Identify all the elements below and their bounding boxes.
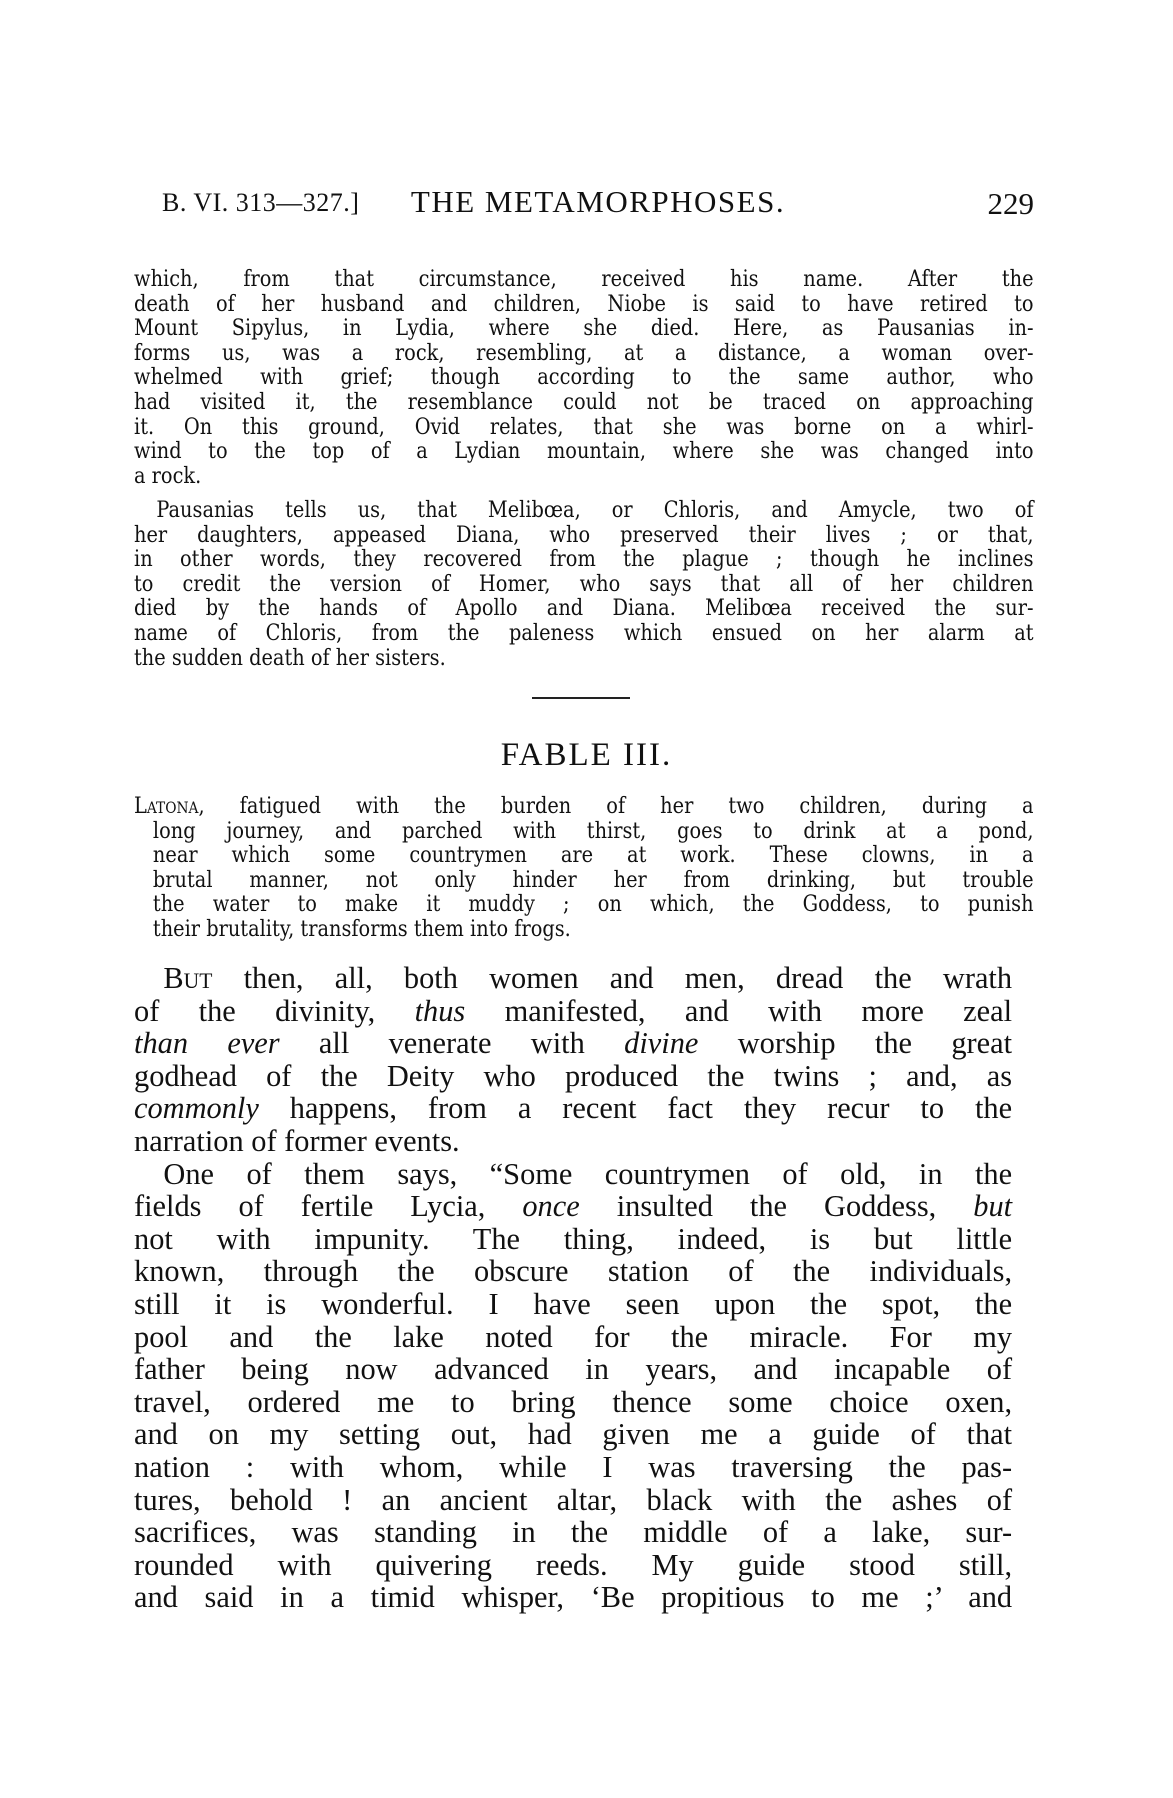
- text-line: had visited it, the resemblance could not be traced on approaching: [134, 388, 1034, 415]
- text-line: not with impunity. The thing, indeed, is but little: [134, 1220, 1013, 1256]
- text-line: name of Chloris, from the paleness which ensued on her alarm at: [134, 619, 1034, 646]
- italic-word: commonly: [134, 1090, 259, 1126]
- text-fragment: then, all, both women and men, dread the wrath: [212, 960, 1013, 995]
- commentary-paragraph-2: [134, 498, 1034, 670]
- text-fragment: all venerate with: [279, 1025, 625, 1061]
- italic-word: but: [973, 1188, 1013, 1224]
- text-line: [134, 1027, 1012, 1060]
- text-line: tures, behold ! an ancient altar, black with the ashes of: [134, 1481, 1013, 1517]
- text-line: and said in a timid whisper, ‘Be propitious to me ;’ and: [134, 1579, 1013, 1615]
- text-line: godhead of the Deity who produced the twins ; and, as: [134, 1057, 1013, 1093]
- text-line: died by the hands of Apollo and Diana. Melibœa received the sur-: [134, 595, 1034, 622]
- text-line: it. On this ground, Ovid relates, that she was borne on a whirl-: [134, 413, 1034, 440]
- poem-translation-text: [134, 962, 1163, 1614]
- text-line: One of them says, “Some countrymen of old, in the: [163, 1155, 1013, 1191]
- text-line: the sudden death of her sisters.: [134, 644, 446, 671]
- text-line: wind to the top of a Lydian mountain, where she was changed into: [134, 438, 1034, 465]
- text-line: forms us, was a rock, resembling, at a distance, a woman over-: [134, 339, 1034, 366]
- text-fragment: fields of fertile Lycia,: [134, 1188, 523, 1224]
- argument-first-word: Latona,: [134, 793, 205, 819]
- text-fragment: insulted the Goddess,: [579, 1188, 974, 1224]
- text-fragment: worship the great: [698, 1025, 1013, 1061]
- text-line: their brutality, transforms them into frogs.: [152, 915, 571, 942]
- italic-word: once: [522, 1188, 580, 1224]
- fable-argument: [134, 794, 1034, 942]
- text-line: [134, 1092, 1012, 1125]
- text-line: Pausanias tells us, that Melibœa, or Chloris, and Amycle, two of: [156, 497, 1034, 523]
- text-line: long journey, and parched with thirst, goes to drink at a pond,: [152, 817, 1034, 844]
- text-line: a rock.: [134, 462, 202, 489]
- text-fragment: manifested, and with more zeal: [465, 992, 1013, 1028]
- text-line: Mount Sipylus, in Lydia, where she died. Here, as Pausanias in-: [134, 315, 1034, 342]
- text-line: the water to make it muddy ; on which, the Goddess, to punish: [152, 891, 1034, 918]
- running-head: [162, 180, 1034, 224]
- text-line: brutal manner, not only hinder her from drinking, but trouble: [152, 866, 1034, 893]
- text-line: [134, 1190, 1012, 1223]
- text-fragment: happens, from a recent fact they recur to the: [258, 1090, 1013, 1126]
- text-line: rounded with quivering reeds. My guide stood still,: [134, 1546, 1013, 1582]
- text-line: [134, 962, 1012, 995]
- running-title: THE METAMORPHOSES.: [410, 184, 786, 219]
- text-line: and on my setting out, had given me a guide of that: [134, 1416, 1013, 1452]
- text-line: narration of former events.: [134, 1122, 460, 1158]
- section-divider: [532, 697, 630, 699]
- text-line: pool and the lake noted for the miracle. For my: [134, 1318, 1013, 1354]
- text-line: travel, ordered me to bring thence some choice oxen,: [134, 1383, 1013, 1419]
- text-line: whelmed with grief; though according to the same author, who: [134, 364, 1034, 391]
- text-line: her daughters, appeased Diana, who preserved their lives ; or that,: [134, 521, 1034, 548]
- text-line: sacrifices, was standing in the middle of a lake, sur-: [134, 1514, 1013, 1550]
- text-line: which, from that circumstance, received his name. After the: [134, 266, 1034, 292]
- text-line: [134, 992, 1013, 1028]
- text-line: father being now advanced in years, and incapable of: [134, 1351, 1013, 1387]
- text-line: to credit the version of Homer, who says that all of her children: [134, 570, 1034, 597]
- text-fragment: fatigued with the burden of her two children, during a: [204, 793, 1034, 819]
- text-line: in other words, they recovered from the plague ; though he inclines: [134, 546, 1034, 573]
- text-line: known, through the obscure station of the individuals,: [134, 1253, 1013, 1289]
- text-line: nation : with whom, while I was traversing the pas-: [134, 1448, 1013, 1484]
- text-line: still it is wonderful. I have seen upon the spot, the: [134, 1285, 1013, 1321]
- commentary-paragraph-1: [134, 267, 1034, 488]
- book-line-reference: B. VI. 313—327.]: [162, 188, 360, 217]
- fable-heading: FABLE III.: [500, 737, 673, 773]
- page-number: 229: [987, 186, 1034, 221]
- italic-word: divine: [624, 1025, 699, 1061]
- text-line: death of her husband and children, Niobe is said to have retired to: [134, 290, 1034, 317]
- text-line: [134, 794, 1034, 819]
- text-line: near which some countrymen are at work. These clowns, in a: [152, 842, 1034, 869]
- paragraph-first-word: But: [163, 960, 213, 995]
- text-fragment: of the divinity,: [134, 992, 415, 1028]
- italic-word: thus: [414, 992, 466, 1028]
- italic-word: than ever: [134, 1025, 280, 1061]
